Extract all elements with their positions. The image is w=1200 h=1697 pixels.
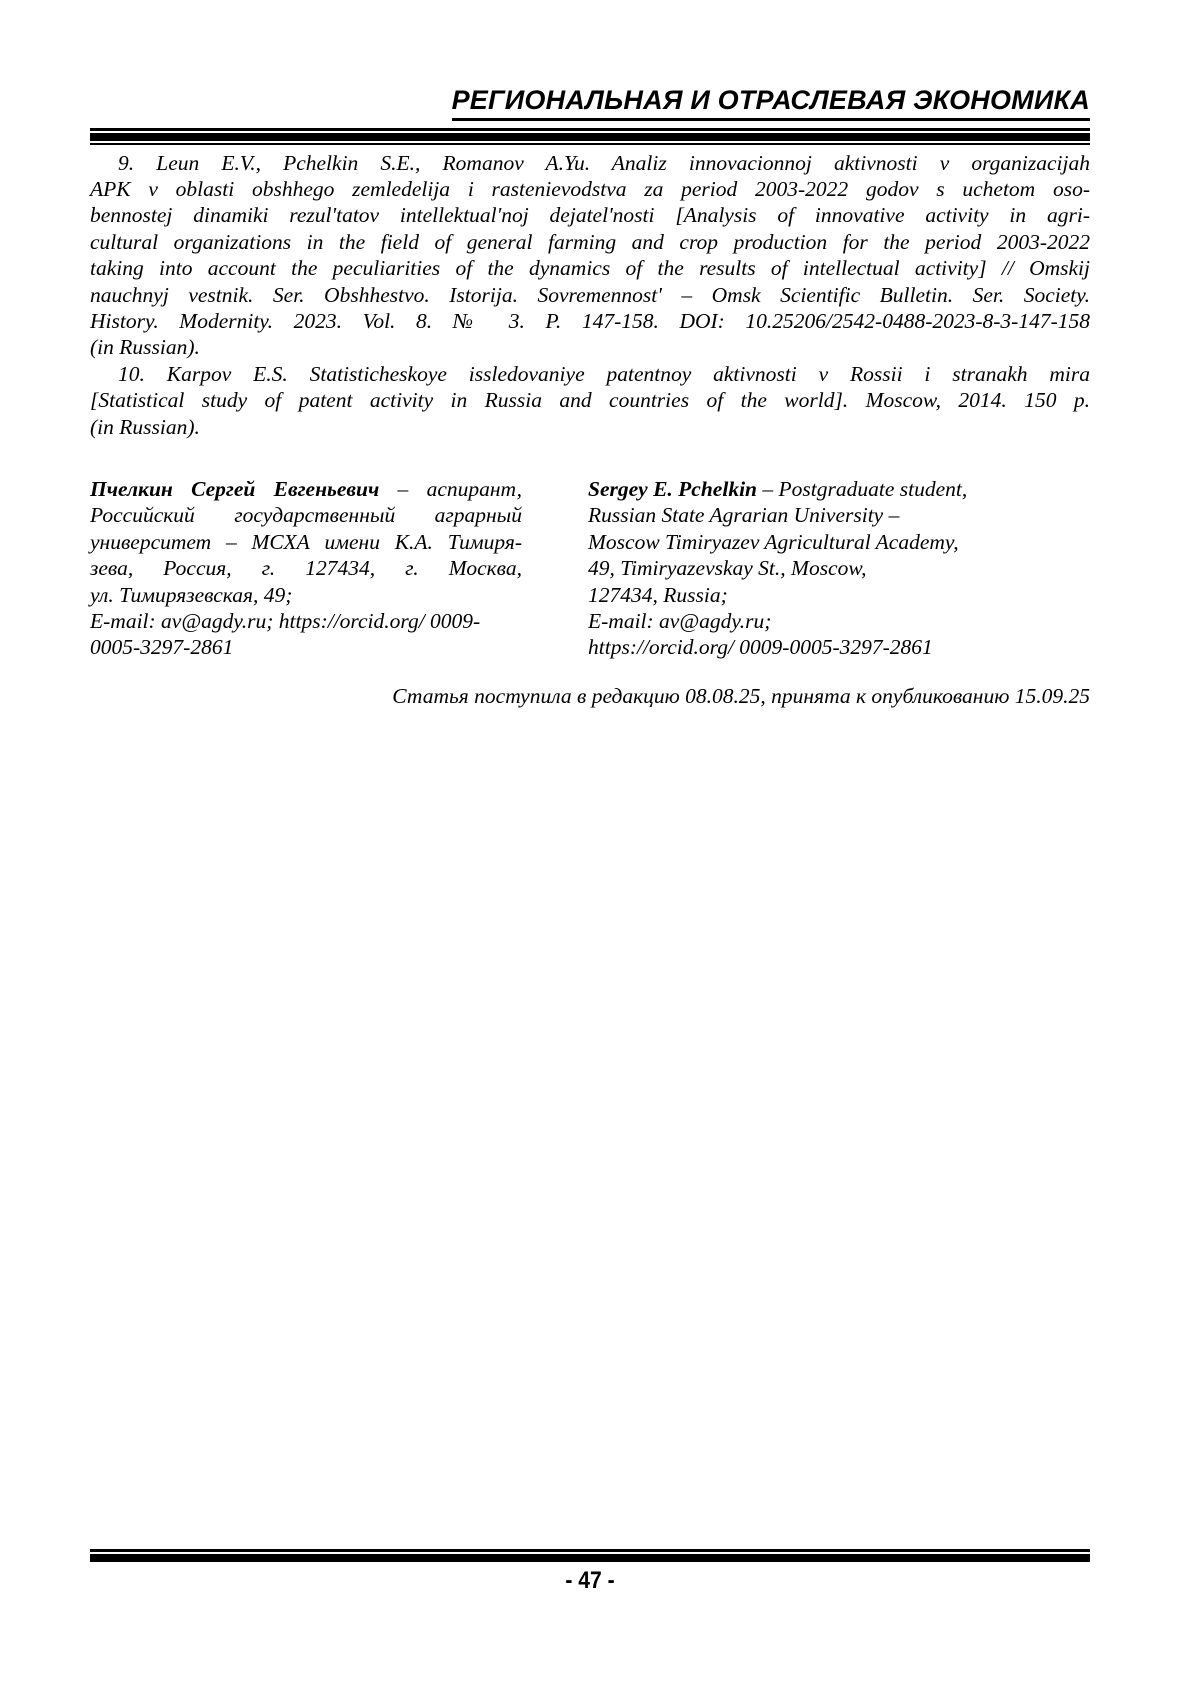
text-line: E-mail: av@agdy.ru; (588, 609, 772, 633)
text-line: 9. Leun E.V., Pchelkin S.E., Romanov A.Yu. Analiz innovacionnoj aktivnosti v organizacijah (118, 150, 1090, 175)
text-line: bennostej dinamiki rezul'tatov intellektual'noj dejatel'nosti [Analysis of innovative activity in agri- (90, 203, 1090, 228)
reference-entry-9 (90, 150, 1090, 361)
header-rule-thick (90, 133, 1090, 141)
author-block-english (588, 476, 1058, 661)
text-line: APK v oblasti obshhego zemledelija i rastenievodstva za period 2003-2022 godov s uchetom oso- (90, 176, 1090, 201)
author-name-line-ru (90, 476, 522, 502)
author-name-en: Sergey E. Pchelkin (588, 476, 757, 501)
header-rule-thin-top (90, 128, 1090, 131)
page-header (90, 0, 1090, 145)
text-line: 49, Timiryazevskay St., Moscow, (588, 556, 867, 581)
text-line: cultural organizations in the field of general farming and crop production for the period 2003-2022 (90, 229, 1090, 254)
section-title-row (90, 83, 1090, 122)
author-details-ru (90, 502, 522, 660)
author-block-russian (90, 476, 522, 661)
text-line: 0005-3297-2861 (90, 635, 234, 660)
author-role-ru: – аспирант, (379, 476, 522, 501)
footer-rule-thick (90, 1554, 1090, 1562)
author-role-en: – Postgraduate student, (757, 476, 968, 501)
text-line: Российский государственный аграрный (90, 503, 522, 528)
author-info-block (90, 476, 1090, 661)
author-details-en (588, 502, 1058, 660)
text-line: (in Russian). (90, 414, 200, 439)
page-footer (90, 1549, 1090, 1595)
received-note: Статья поступила в редакцию 08.08.25, принята к опубликованию 15.09.25 (392, 683, 1090, 708)
section-title: РЕГИОНАЛЬНАЯ И ОТРАСЛЕВАЯ ЭКОНОМИКА (452, 83, 1090, 121)
page-content (90, 150, 1090, 710)
text-line: [Statistical study of patent activity in Russia and countries of the world]. Moscow, 2014. 150 p. (90, 388, 1090, 413)
text-line: 10. Karpov E.S. Statisticheskoye issledovaniye patentnoy aktivnosti v Rossii i stranakh mira (118, 361, 1090, 386)
reference-entry-10 (90, 361, 1090, 440)
text-line: https://orcid.org/ 0009-0005-3297-2861 (588, 635, 933, 660)
text-line: Russian State Agrarian University – (588, 503, 900, 528)
author-name-line-en (588, 476, 1058, 502)
text-line: (in Russian). (90, 335, 200, 360)
text-line: E-mail: av@agdy.ru; https://orcid.org/ 0009- (90, 609, 481, 633)
text-line: университет – МСХА имени К.А. Тимиря- (90, 529, 522, 554)
author-name-ru: Пчелкин Сергей Евгеньевич (90, 476, 380, 501)
text-line: History. Modernity. 2023. Vol. 8. № 3. P. 147-158. DOI: 10.25206/2542-0488-2023-8-3-147-158 (90, 308, 1090, 333)
text-line: taking into account the peculiarities of the dynamics of the results of intellectual activity] // Omskij (90, 256, 1090, 281)
text-line: ул. Тимирязевская, 49; (90, 582, 293, 607)
footer-rule-thin (90, 1549, 1090, 1552)
text-line: зева, Россия, г. 127434, г. Москва, (90, 556, 522, 581)
text-line: 127434, Russia; (588, 582, 728, 607)
page (90, 0, 1090, 709)
text-line: nauchnyj vestnik. Ser. Obshhestvo. Istorija. Sovremennost' – Omsk Scientific Bulletin. Ser. Society. (90, 282, 1090, 307)
page-number: - 47 - (565, 1566, 615, 1594)
header-rule-thin-bottom (90, 143, 1090, 145)
text-line: Moscow Timiryazev Agricultural Academy, (588, 529, 959, 554)
